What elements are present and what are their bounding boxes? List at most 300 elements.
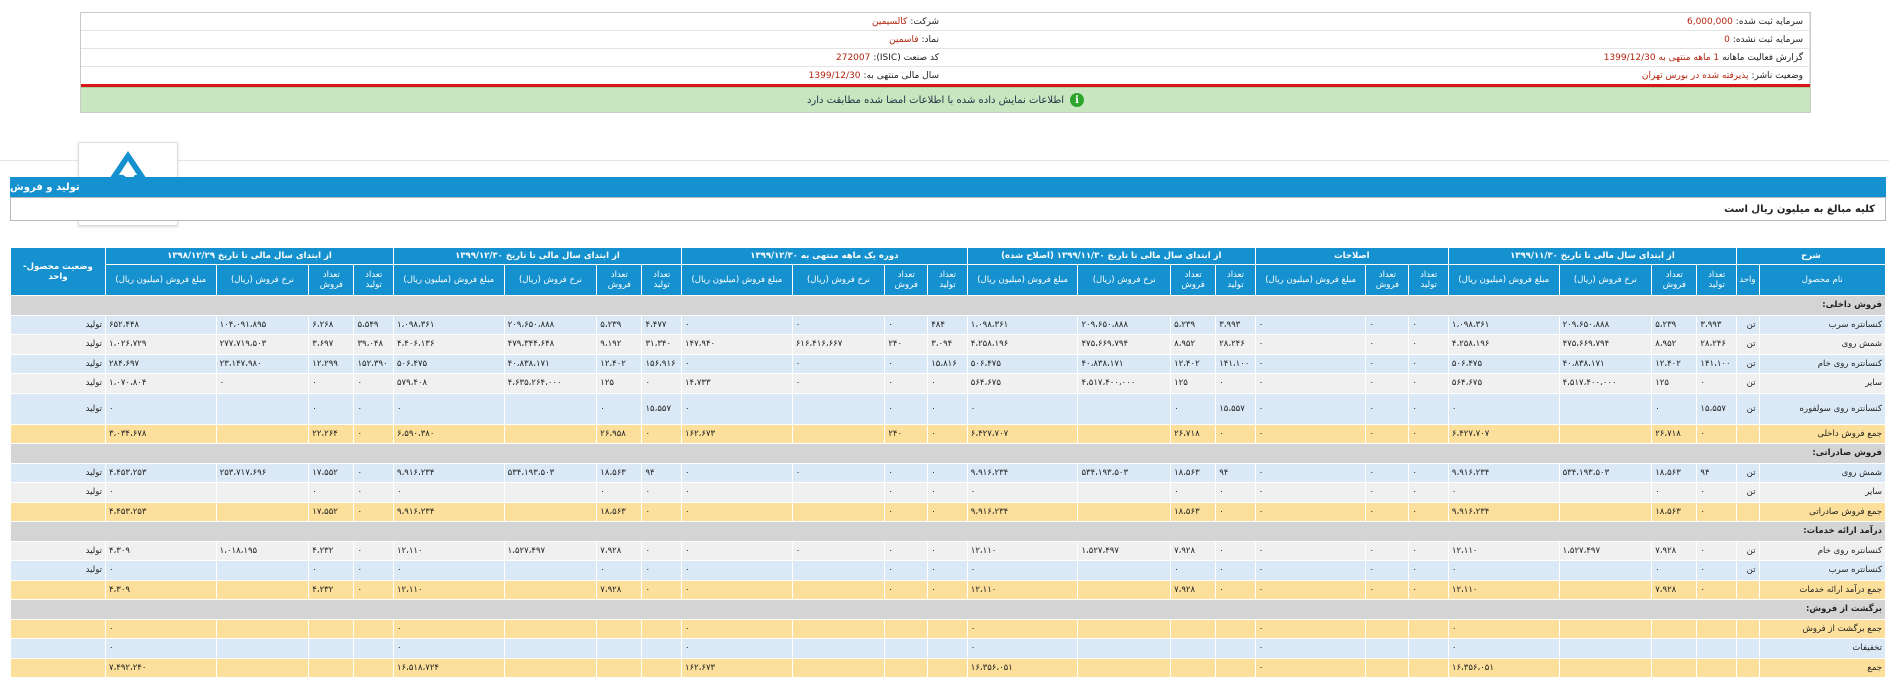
value-cell: ۰: [642, 483, 682, 503]
verification-notice-text: اطلاعات نمایش داده شده با اطلاعات امضا شده مطابقت دارد: [806, 94, 1065, 106]
value-cell: ۰: [354, 393, 394, 424]
subheader-amount: مبلغ فروش (میلیون ریال): [967, 265, 1078, 296]
value-cell: ۷،۹۲۸: [1652, 541, 1697, 561]
value-cell: ۰: [1448, 393, 1559, 424]
unit-cell: تن: [1736, 541, 1759, 561]
value-cell: ۰: [792, 374, 885, 394]
header-group-2: اصلاحات: [1255, 248, 1448, 265]
value-cell: [1559, 658, 1652, 678]
isic-value: 272007: [836, 52, 871, 63]
value-cell: ۰: [1366, 335, 1409, 355]
value-cell: ۰: [597, 561, 642, 581]
value-cell: [1559, 619, 1652, 639]
value-cell: ۰: [928, 502, 968, 522]
value-cell: [354, 619, 394, 639]
value-cell: ۴۸۴: [928, 315, 968, 335]
value-cell: ۰: [1216, 424, 1256, 444]
value-cell: [1078, 639, 1171, 659]
value-cell: ۰: [1255, 354, 1366, 374]
value-cell: ۰: [1409, 561, 1449, 581]
value-cell: ۱۲،۴۰۲: [597, 354, 642, 374]
total-row: [11, 424, 1886, 444]
value-cell: ۱۴۱،۱۰۰: [1216, 354, 1256, 374]
value-cell: ۱،۰۷۰،۸۰۴: [105, 374, 216, 394]
value-cell: ۱،۵۲۷،۴۹۷: [1559, 541, 1652, 561]
value-cell: ۱۵،۵۵۷: [1216, 393, 1256, 424]
value-cell: ۰: [309, 393, 354, 424]
value-cell: ۱۲،۱۱۰: [1448, 541, 1559, 561]
value-cell: ۱،۵۲۷،۴۹۷: [1078, 541, 1171, 561]
info-icon: i: [1070, 93, 1084, 107]
status-cell: [11, 580, 106, 600]
value-cell: [1078, 393, 1171, 424]
table-row: [11, 354, 1886, 374]
value-cell: ۰: [1255, 483, 1366, 503]
value-cell: ۰: [1216, 541, 1256, 561]
value-cell: ۴۷۵،۶۶۹،۷۹۴: [1078, 335, 1171, 355]
value-cell: [1559, 580, 1652, 600]
value-cell: [1409, 639, 1449, 659]
value-cell: ۰: [1409, 463, 1449, 483]
value-cell: ۷،۹۲۸: [1171, 580, 1216, 600]
value-cell: ۰: [1216, 374, 1256, 394]
value-cell: ۰: [792, 354, 885, 374]
report-field: [945, 49, 1810, 66]
value-cell: ۰: [1448, 639, 1559, 659]
header-group-5: از ابتدای سال مالی تا تاریخ ۱۳۹۹/۱۲/۳۰: [393, 248, 681, 265]
value-cell: ۰: [967, 561, 1078, 581]
value-cell: ۱۴۷،۹۴۰: [681, 335, 792, 355]
unit-cell: [1736, 639, 1759, 659]
value-cell: ۱۷،۵۵۲: [309, 463, 354, 483]
product-name-cell: جمع: [1759, 658, 1886, 678]
value-cell: ۰: [928, 393, 968, 424]
value-cell: ۱۲،۴۰۲: [1652, 354, 1697, 374]
header-status: وضعیت محصول- واحد: [11, 248, 106, 296]
value-cell: ۰: [1366, 374, 1409, 394]
value-cell: ۰: [928, 463, 968, 483]
value-cell: ۱۸،۵۶۳: [1652, 463, 1697, 483]
value-cell: [642, 639, 682, 659]
value-cell: ۱۲،۱۱۰: [393, 580, 504, 600]
value-cell: ۰: [681, 463, 792, 483]
value-cell: [1559, 393, 1652, 424]
subheader-prod-qty: تعداد تولید: [1216, 265, 1256, 296]
value-cell: ۵۰۶،۴۷۵: [393, 354, 504, 374]
value-cell: ۰: [1216, 561, 1256, 581]
value-cell: [928, 658, 968, 678]
status-cell: تولید: [11, 393, 106, 424]
production-sales-table: [10, 247, 1886, 678]
value-cell: ۰: [597, 483, 642, 503]
value-cell: ۹،۹۱۶،۲۳۴: [393, 463, 504, 483]
category-label: فروش داخلی:: [11, 296, 1886, 316]
value-cell: ۵۶۴،۶۷۵: [1448, 374, 1559, 394]
value-cell: [1409, 658, 1449, 678]
value-cell: ۱۲،۴۰۲: [1171, 354, 1216, 374]
value-cell: ۰: [885, 502, 928, 522]
value-cell: ۲۳،۱۴۷،۹۸۰: [216, 354, 309, 374]
value-cell: [1652, 639, 1697, 659]
value-cell: ۱۵،۵۵۷: [1697, 393, 1737, 424]
value-cell: ۰: [928, 580, 968, 600]
product-name-cell: کنسانتره سرب: [1759, 315, 1886, 335]
value-cell: ۰: [393, 393, 504, 424]
value-cell: ۴۷۵،۶۶۹،۷۹۴: [1559, 335, 1652, 355]
value-cell: ۰: [642, 424, 682, 444]
value-cell: ۴،۴۷۷: [642, 315, 682, 335]
company-label: شرکت:: [910, 16, 939, 27]
value-cell: ۹،۹۱۶،۲۳۴: [393, 502, 504, 522]
value-cell: ۰: [681, 483, 792, 503]
verification-notice: [81, 87, 1810, 112]
subheader-rate: نرخ فروش (ریال): [504, 265, 597, 296]
value-cell: [1559, 424, 1652, 444]
value-cell: ۱۵۶،۹۱۶: [642, 354, 682, 374]
product-name-cell: شمش روی: [1759, 463, 1886, 483]
value-cell: [1652, 619, 1697, 639]
value-cell: ۹،۹۱۶،۲۳۴: [967, 463, 1078, 483]
product-name-cell: جمع درآمد ارائه خدمات: [1759, 580, 1886, 600]
page-divider: [0, 160, 1889, 161]
value-cell: ۰: [1697, 374, 1737, 394]
value-cell: [1078, 658, 1171, 678]
value-cell: [216, 483, 309, 503]
value-cell: [1171, 639, 1216, 659]
product-name-cell: کنسانتره روی سولفوره: [1759, 393, 1886, 424]
value-cell: ۲۸،۲۴۶: [1216, 335, 1256, 355]
company-value[interactable]: کالسیمین: [872, 16, 908, 27]
value-cell: [642, 619, 682, 639]
value-cell: ۲۰۹،۶۵۰،۸۸۸: [1559, 315, 1652, 335]
value-cell: [792, 393, 885, 424]
value-cell: ۰: [681, 315, 792, 335]
value-cell: ۶،۲۶۸: [309, 315, 354, 335]
value-cell: ۲۶،۹۵۸: [597, 424, 642, 444]
value-cell: ۷،۹۲۸: [1171, 541, 1216, 561]
unit-cell: تن: [1736, 561, 1759, 581]
value-cell: ۱۸،۵۶۳: [597, 502, 642, 522]
value-cell: ۱۶۲،۶۷۳: [681, 658, 792, 678]
unregistered-capital-value: 0: [1724, 34, 1730, 45]
value-cell: [504, 561, 597, 581]
value-cell: ۰: [885, 374, 928, 394]
value-cell: [504, 658, 597, 678]
registered-capital-value: 6,000,000: [1686, 16, 1733, 27]
value-cell: [597, 639, 642, 659]
value-cell: ۵،۲۳۹: [1652, 315, 1697, 335]
value-cell: ۱۷،۵۵۲: [309, 502, 354, 522]
value-cell: ۰: [885, 483, 928, 503]
value-cell: [1559, 502, 1652, 522]
subheader-amount: مبلغ فروش (میلیون ریال): [393, 265, 504, 296]
value-cell: ۹،۹۱۶،۲۳۴: [1448, 502, 1559, 522]
value-cell: ۰: [354, 483, 394, 503]
value-cell: ۰: [1697, 502, 1737, 522]
status-cell: تولید: [11, 315, 106, 335]
subheader-prod-qty: تعداد تولید: [1409, 265, 1449, 296]
value-cell: [1366, 619, 1409, 639]
value-cell: ۰: [1255, 580, 1366, 600]
value-cell: ۲۸۴،۶۹۷: [105, 354, 216, 374]
value-cell: ۴،۵۱۷،۴۰۰،۰۰۰: [1559, 374, 1652, 394]
value-cell: ۰: [642, 541, 682, 561]
value-cell: ۹،۹۱۶،۲۳۴: [1448, 463, 1559, 483]
value-cell: ۰: [1409, 424, 1449, 444]
category-row: [11, 522, 1886, 542]
symbol-field: [81, 31, 945, 48]
value-cell: ۱۲۵: [1171, 374, 1216, 394]
value-cell: ۰: [309, 374, 354, 394]
value-cell: ۰: [642, 580, 682, 600]
value-cell: ۰: [354, 424, 394, 444]
value-cell: ۹۴: [1697, 463, 1737, 483]
value-cell: ۱،۰۹۸،۳۶۱: [393, 315, 504, 335]
subheader-prod-qty: تعداد تولید: [642, 265, 682, 296]
value-cell: ۰: [1697, 424, 1737, 444]
value-cell: ۳۹،۰۴۸: [354, 335, 394, 355]
value-cell: [216, 561, 309, 581]
subheader-amount-short: مبلغ فروش (میلیون ریال): [1255, 265, 1366, 296]
total-row: [11, 619, 1886, 639]
value-cell: [1697, 658, 1737, 678]
header-group-6: از ابتدای سال مالی تا تاریخ ۱۳۹۸/۱۲/۲۹: [105, 248, 393, 265]
value-cell: ۲۰۹،۶۵۰،۸۸۸: [1078, 315, 1171, 335]
value-cell: ۴،۲۵۸،۱۹۶: [967, 335, 1078, 355]
value-cell: ۰: [1255, 463, 1366, 483]
value-cell: ۰: [1366, 354, 1409, 374]
value-cell: ۵۰۶،۴۷۵: [967, 354, 1078, 374]
unit-cell: تن: [1736, 335, 1759, 355]
product-name-cell: کنسانتره سرب: [1759, 561, 1886, 581]
value-cell: ۰: [1255, 619, 1366, 639]
value-cell: ۰: [105, 483, 216, 503]
publisher-status-field: [945, 67, 1810, 84]
value-cell: ۰: [1409, 335, 1449, 355]
value-cell: ۳،۹۹۳: [1216, 315, 1256, 335]
status-cell: تولید: [11, 374, 106, 394]
unit-cell: [1736, 424, 1759, 444]
value-cell: ۰: [309, 483, 354, 503]
value-cell: ۰: [885, 315, 928, 335]
value-cell: ۰: [885, 354, 928, 374]
value-cell: ۴،۴۵۳،۲۵۳: [105, 502, 216, 522]
value-cell: ۱۸،۵۶۳: [597, 463, 642, 483]
value-cell: ۲۴۰: [885, 335, 928, 355]
report-value: 1 ماهه منتهی به 1399/12/30: [1603, 52, 1720, 63]
value-cell: ۵،۵۴۹: [354, 315, 394, 335]
value-cell: ۰: [393, 639, 504, 659]
value-cell: [216, 424, 309, 444]
value-cell: ۰: [1366, 315, 1409, 335]
subheader-sale-qty: تعداد فروش: [885, 265, 928, 296]
value-cell: ۱۲،۲۹۹: [309, 354, 354, 374]
table-row: [11, 335, 1886, 355]
header-desc: شرح: [1736, 248, 1885, 265]
value-cell: ۴۰،۸۳۸،۱۷۱: [504, 354, 597, 374]
value-cell: ۱۸،۵۶۳: [1171, 502, 1216, 522]
unit-cell: [1736, 619, 1759, 639]
value-cell: [1366, 639, 1409, 659]
value-cell: [928, 619, 968, 639]
report-label: گزارش فعالیت ماهانه: [1722, 52, 1803, 63]
subheader-prod-qty: تعداد تولید: [1697, 265, 1737, 296]
status-cell: تولید: [11, 541, 106, 561]
value-cell: [1078, 561, 1171, 581]
value-cell: [1078, 580, 1171, 600]
value-cell: ۵۳۴،۱۹۳،۵۰۳: [1559, 463, 1652, 483]
table-row: [11, 374, 1886, 394]
value-cell: ۴،۴۰۶،۱۳۶: [393, 335, 504, 355]
value-cell: ۲۶،۷۱۸: [1652, 424, 1697, 444]
value-cell: ۰: [1448, 619, 1559, 639]
value-cell: ۰: [1366, 424, 1409, 444]
value-cell: ۴،۳۰۹: [105, 580, 216, 600]
value-cell: ۰: [1255, 424, 1366, 444]
registered-capital-label: سرمایه ثبت شده:: [1735, 16, 1803, 27]
value-cell: ۰: [1409, 354, 1449, 374]
value-cell: ۰: [885, 580, 928, 600]
value-cell: ۰: [681, 541, 792, 561]
value-cell: ۱،۰۹۸،۳۶۱: [967, 315, 1078, 335]
value-cell: [504, 580, 597, 600]
value-cell: ۲۵۳،۷۱۷،۶۹۶: [216, 463, 309, 483]
value-cell: [792, 502, 885, 522]
value-cell: ۰: [105, 393, 216, 424]
value-cell: [216, 619, 309, 639]
value-cell: ۰: [885, 541, 928, 561]
value-cell: ۴۷۹،۳۴۴،۶۴۸: [504, 335, 597, 355]
status-cell: تولید: [11, 335, 106, 355]
value-cell: ۵۳۴،۱۹۳،۵۰۳: [504, 463, 597, 483]
value-cell: ۱۲۵: [597, 374, 642, 394]
value-cell: [504, 619, 597, 639]
table-row: [11, 315, 1886, 335]
value-cell: [792, 424, 885, 444]
category-label: فروش صادراتی:: [11, 444, 1886, 464]
unregistered-capital-field: [945, 31, 1810, 48]
value-cell: ۳،۰۳۴،۶۷۸: [105, 424, 216, 444]
value-cell: ۵،۲۳۹: [597, 315, 642, 335]
value-cell: ۰: [681, 393, 792, 424]
value-cell: ۱۶،۳۵۶،۰۵۱: [1448, 658, 1559, 678]
category-row: [11, 444, 1886, 464]
value-cell: ۰: [681, 502, 792, 522]
value-cell: [792, 658, 885, 678]
value-cell: [216, 639, 309, 659]
value-cell: ۶۱۶،۴۱۶،۶۶۷: [792, 335, 885, 355]
status-cell: تولید: [11, 561, 106, 581]
value-cell: ۰: [1652, 561, 1697, 581]
subheader-sale-qty: تعداد فروش: [1652, 265, 1697, 296]
subheader-prod-qty: تعداد تولید: [928, 265, 968, 296]
value-cell: ۹،۹۱۶،۲۳۴: [967, 502, 1078, 522]
value-cell: [1559, 639, 1652, 659]
value-cell: ۰: [1171, 483, 1216, 503]
value-cell: ۰: [393, 619, 504, 639]
value-cell: ۰: [1255, 374, 1366, 394]
value-cell: ۵۷۹،۴۰۸: [393, 374, 504, 394]
value-cell: ۰: [681, 580, 792, 600]
value-cell: ۱۲،۱۱۰: [967, 580, 1078, 600]
value-cell: ۰: [1216, 580, 1256, 600]
value-cell: ۰: [1409, 393, 1449, 424]
value-cell: ۰: [354, 374, 394, 394]
value-cell: ۰: [642, 374, 682, 394]
subheader-sale-qty: تعداد فروش: [1366, 265, 1409, 296]
section-title-bar: [10, 177, 1886, 197]
unit-cell: [1736, 580, 1759, 600]
value-cell: [928, 639, 968, 659]
isic-label: کد صنعت (ISIC):: [873, 52, 939, 63]
value-cell: ۱۲،۱۱۰: [967, 541, 1078, 561]
value-cell: ۱۶۲،۶۷۳: [681, 424, 792, 444]
total-row: [11, 580, 1886, 600]
value-cell: ۰: [1652, 483, 1697, 503]
value-cell: ۱،۰۹۸،۳۶۱: [1448, 315, 1559, 335]
value-cell: ۰: [1255, 658, 1366, 678]
value-cell: ۰: [1255, 639, 1366, 659]
isic-field: [81, 49, 945, 66]
status-cell: تولید: [11, 354, 106, 374]
unit-cell: [1736, 502, 1759, 522]
value-cell: [792, 561, 885, 581]
value-cell: ۳،۰۹۴: [928, 335, 968, 355]
value-cell: ۶،۴۲۷،۷۰۷: [967, 424, 1078, 444]
value-cell: [504, 424, 597, 444]
value-cell: ۲۷۷،۷۱۹،۵۰۳: [216, 335, 309, 355]
value-cell: ۰: [1255, 335, 1366, 355]
subheader-amount: مبلغ فروش (میلیون ریال): [681, 265, 792, 296]
value-cell: ۰: [1255, 561, 1366, 581]
value-cell: ۰: [1409, 483, 1449, 503]
total-row: [11, 658, 1886, 678]
subheader-amount: مبلغ فروش (میلیون ریال): [105, 265, 216, 296]
value-cell: ۰: [885, 393, 928, 424]
value-cell: ۰: [1171, 393, 1216, 424]
value-cell: ۰: [792, 541, 885, 561]
publisher-status-value: پذیرفته شده در بورس تهران: [1641, 70, 1749, 81]
value-cell: [1078, 483, 1171, 503]
value-cell: ۴،۶۳۵،۲۶۴،۰۰۰: [504, 374, 597, 394]
subheader-rate: نرخ فروش (ریال): [216, 265, 309, 296]
value-cell: ۴،۵۱۷،۴۰۰،۰۰۰: [1078, 374, 1171, 394]
table-row: [11, 561, 1886, 581]
value-cell: ۰: [354, 463, 394, 483]
value-cell: ۱۶،۵۱۸،۷۲۴: [393, 658, 504, 678]
value-cell: ۰: [393, 561, 504, 581]
value-cell: ۰: [1366, 483, 1409, 503]
value-cell: ۵،۲۳۹: [1171, 315, 1216, 335]
status-cell: [11, 619, 106, 639]
value-cell: ۰: [1409, 374, 1449, 394]
unit-cell: تن: [1736, 315, 1759, 335]
symbol-value[interactable]: فاسمین: [889, 34, 919, 45]
value-cell: [1559, 483, 1652, 503]
value-cell: [1078, 502, 1171, 522]
status-cell: تولید: [11, 483, 106, 503]
value-cell: ۰: [885, 561, 928, 581]
value-cell: ۸،۹۵۲: [1171, 335, 1216, 355]
value-cell: ۰: [1448, 483, 1559, 503]
value-cell: [354, 658, 394, 678]
value-cell: ۵۳۴،۱۹۳،۵۰۳: [1078, 463, 1171, 483]
subheader-unit: واحد: [1736, 265, 1759, 296]
value-cell: [1366, 658, 1409, 678]
value-cell: ۰: [1409, 541, 1449, 561]
value-cell: [1216, 619, 1256, 639]
value-cell: [1171, 619, 1216, 639]
